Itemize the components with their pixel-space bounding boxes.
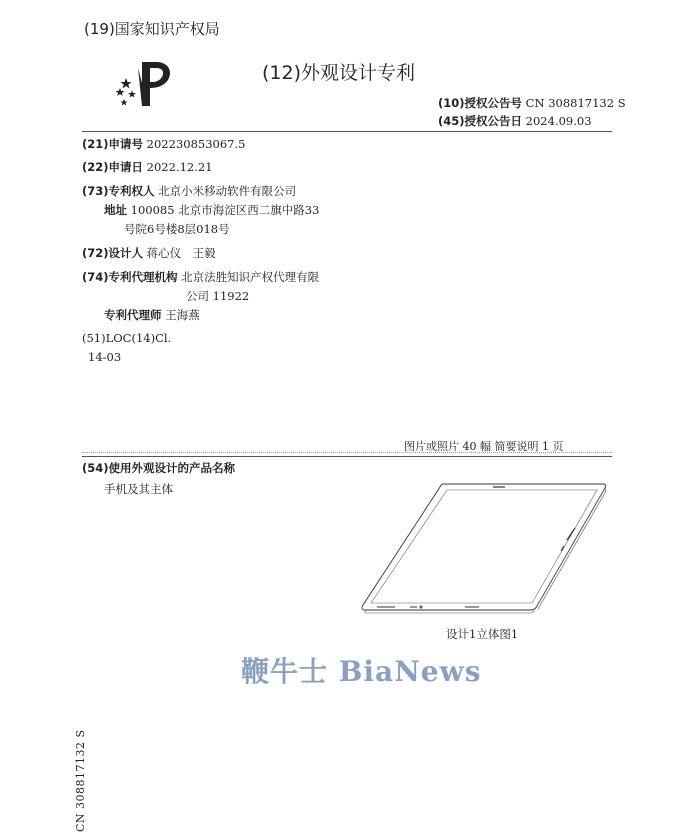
cnipa-logo-icon — [112, 58, 176, 110]
side-publication-number: CN 308817132 S — [74, 729, 87, 832]
phone-perspective-drawing — [355, 478, 615, 618]
loc-value: 14-03 — [88, 350, 122, 364]
product-name-value: 手机及其主体 — [104, 482, 173, 496]
product-name-label: (54)使用外观设计的产品名称 — [82, 461, 236, 475]
loc-label: (51)LOC(14)Cl. — [82, 331, 172, 345]
publication-date: (45)授权公告日 2024.09.03 — [438, 114, 592, 128]
figure-caption: 设计1立体图1 — [446, 627, 519, 641]
application-date-row: (22)申请日 2022.12.21 — [82, 160, 213, 174]
address-row-cont: 号院6号楼8层018号 — [124, 222, 230, 236]
patentee-row: (73)专利权人 北京小米移动软件有限公司 — [82, 184, 297, 198]
address-row: 地址 100085 北京市海淀区西二旗中路33 — [104, 203, 320, 217]
designer-row: (72)设计人 蒋心仪 王毅 — [82, 246, 216, 260]
agent-row: 专利代理师 王海燕 — [104, 308, 200, 322]
watermark-text: 鞭牛士 BiaNews — [241, 655, 482, 688]
agency-row-cont: 公司 11922 — [186, 289, 250, 303]
agency-row: (74)专利代理机构 北京法胜知识产权代理有限 — [82, 270, 320, 284]
office-name: (19)国家知识产权局 — [84, 20, 220, 38]
header-divider — [82, 131, 612, 132]
figures-summary: 图片或照片 40 幅 简要说明 1 页 — [404, 440, 564, 453]
publication-number: (10)授权公告号 CN 308817132 S — [438, 96, 626, 110]
document-type-title: (12)外观设计专利 — [262, 62, 416, 84]
application-number-row: (21)申请号 202230853067.5 — [82, 137, 246, 151]
section-divider — [82, 456, 612, 457]
